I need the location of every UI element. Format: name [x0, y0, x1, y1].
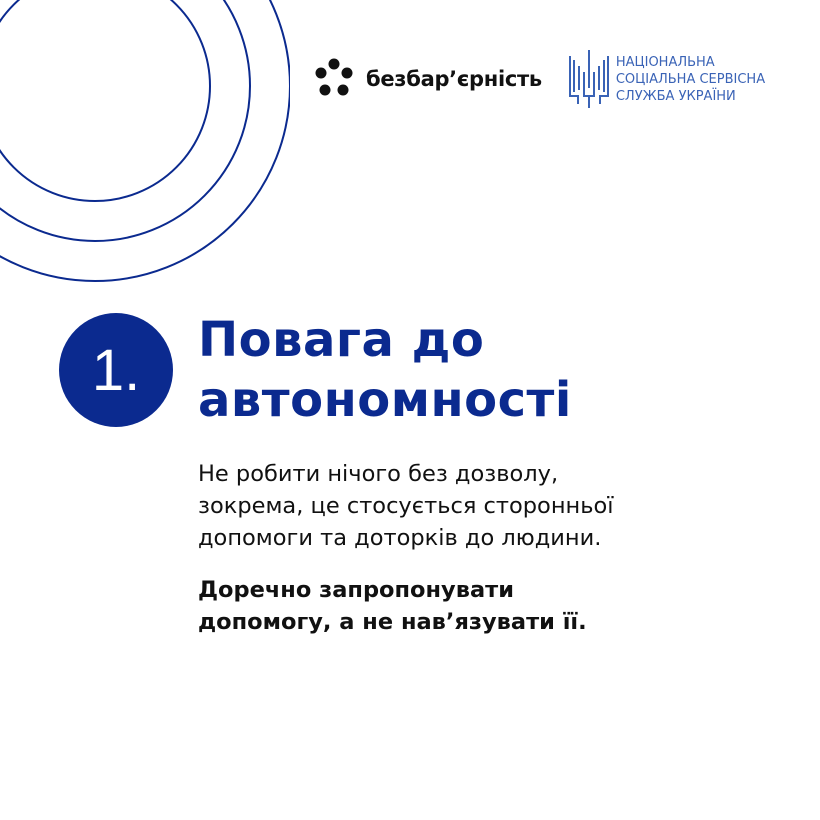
body-line: допомоги та доторків до людини.: [198, 525, 602, 551]
header-logos: [312, 46, 765, 112]
nssu-wordmark: [616, 54, 765, 105]
outer-circle: [0, 0, 290, 281]
inner-circle: [0, 0, 210, 201]
nssu-line: НАЦІОНАЛЬНА: [615, 54, 715, 70]
nssu-logo: [566, 46, 765, 112]
body-line: зокрема, це стосується сторонньої: [198, 493, 614, 519]
emphasis-line: Доречно запропонувати: [198, 577, 514, 603]
card-title: [198, 310, 572, 430]
nssu-line: СЛУЖБА УКРАЇНИ: [615, 88, 736, 104]
bezbariernist-wordmark: безбар’єрність: [366, 67, 542, 91]
middle-circle: [0, 0, 250, 241]
card-body: [198, 458, 614, 554]
card-emphasis: [198, 574, 587, 638]
decorative-circles: [0, 0, 290, 300]
bezbariernist-logo: [312, 57, 542, 101]
nssu-line: СОЦІАЛЬНА СЕРВІСНА: [615, 71, 766, 87]
bezbariernist-dots-icon: [312, 57, 356, 101]
trident-emblem-icon: [566, 46, 612, 112]
number-badge: 1.: [59, 313, 173, 427]
title-line: автономності: [198, 372, 572, 428]
title-line: Повага до: [198, 312, 485, 368]
emphasis-line: допомогу, а не нав’язувати її.: [198, 609, 587, 635]
body-line: Не робити нічого без дозволу,: [198, 461, 559, 487]
